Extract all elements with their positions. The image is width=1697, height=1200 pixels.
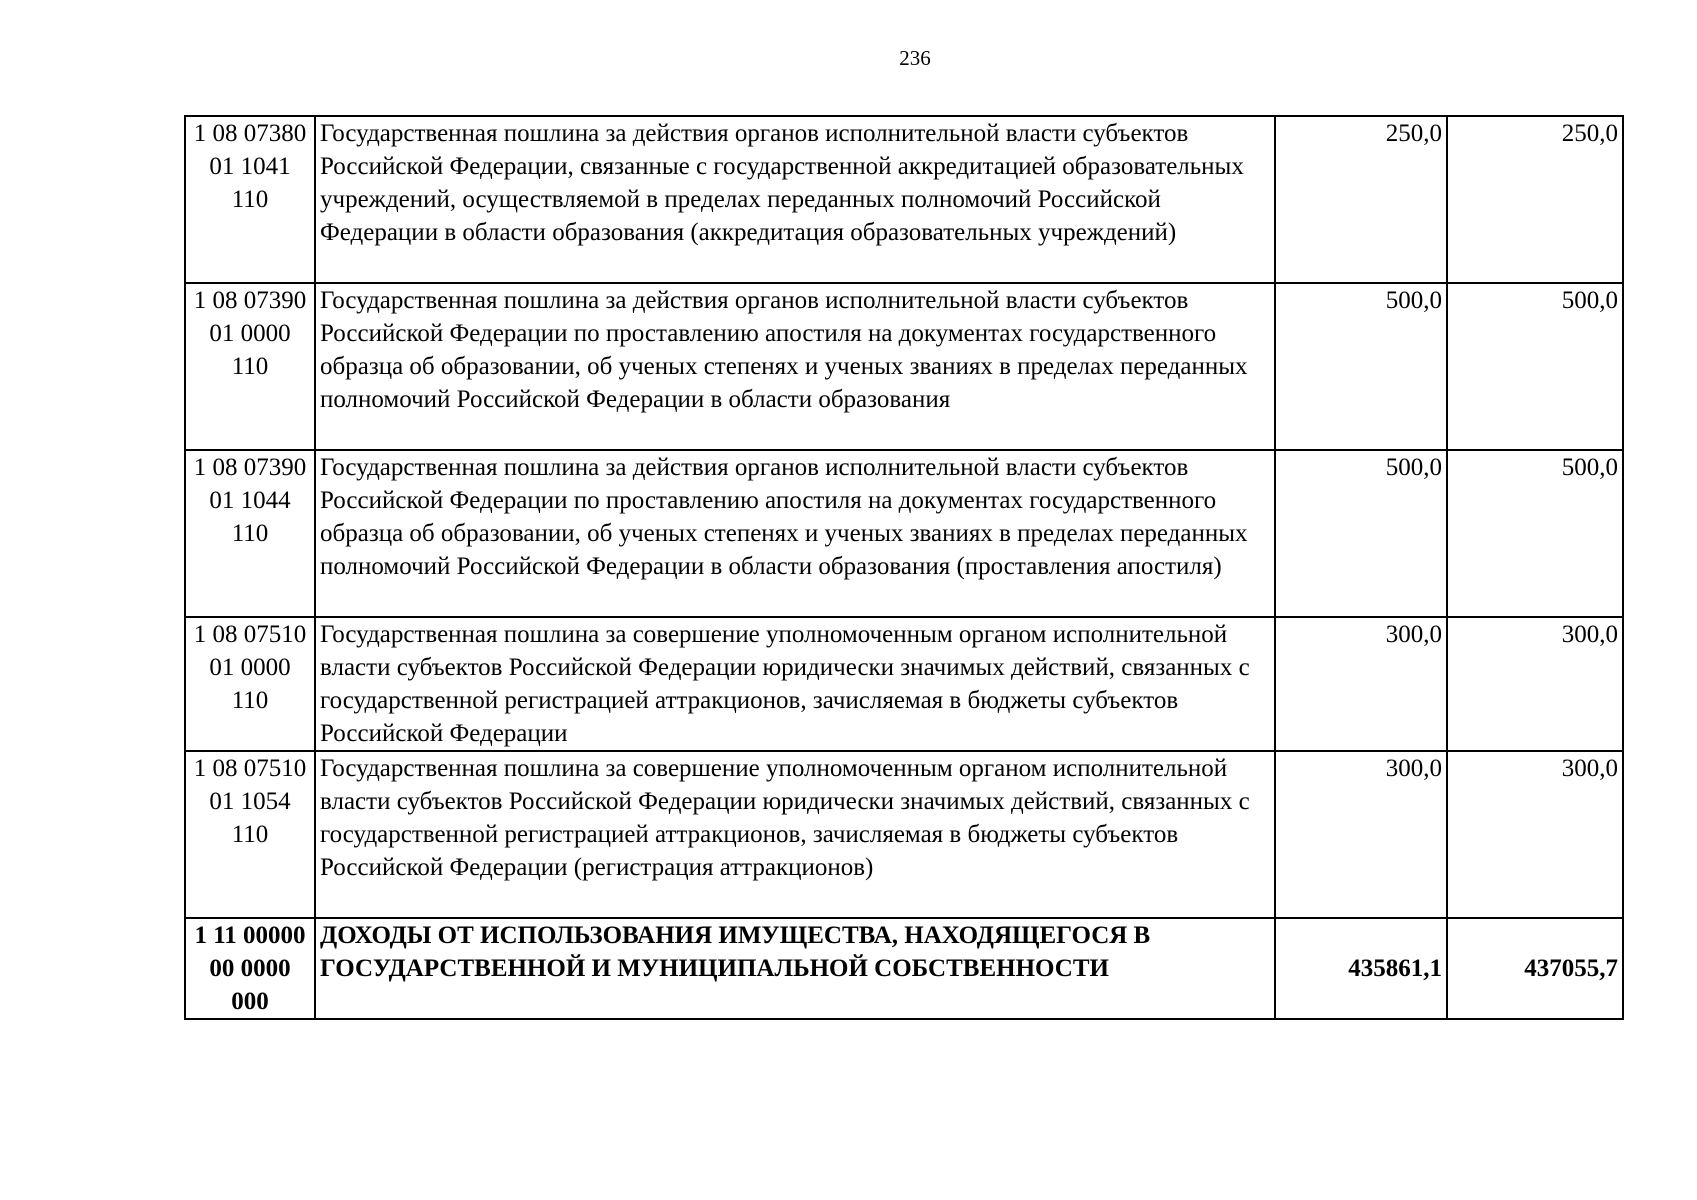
table-row-total [185, 918, 1623, 1019]
value-cell-2: 300,0 [1447, 617, 1623, 751]
table-row [185, 283, 1623, 450]
revenue-name-cell: Государственная пошлина за действия органов исполнительной власти субъектов Российской Федерации по проставлению апостиля на документах государственного образца об образовании, об ученых степенях и ученых званиях в пределах переданных полномочий Российской Федерации в области образования (проставления апостиля) [315, 450, 1275, 617]
budget-code-part: 1 08 07380 [193, 120, 307, 147]
budget-code-part: 1 08 07510 [193, 621, 307, 648]
revenue-name-cell: Государственная пошлина за совершение уполномоченным органом исполнительной власти субъектов Российской Федерации юридически значимых действий, связанных с государственной регистрацией аттракционов, зачисляемая в бюджеты субъектов Российской Федерации [315, 617, 1275, 751]
table-row [185, 617, 1623, 751]
budget-code-part: 110 [231, 353, 269, 380]
budget-code-part: 110 [231, 186, 269, 213]
table-row [185, 751, 1623, 918]
budget-code-cell [185, 918, 315, 1019]
budget-code-part: 01 1054 [209, 788, 291, 815]
budget-code-part: 01 0000 [209, 654, 291, 681]
budget-code-part: 1 08 07390 [193, 287, 307, 314]
budget-code-cell [185, 617, 315, 751]
value-cell-2: 500,0 [1447, 283, 1623, 450]
budget-code-part: 00 0000 [209, 955, 291, 982]
budget-code-cell [185, 116, 315, 283]
budget-code-part: 1 08 07390 [193, 454, 307, 481]
budget-revenue-table [184, 115, 1624, 1020]
page-number: 236 [899, 46, 931, 70]
value-cell-1: 300,0 [1275, 751, 1447, 918]
table-row [185, 450, 1623, 617]
value-cell-1: 300,0 [1275, 617, 1447, 751]
budget-code-part: 110 [231, 687, 269, 714]
value-cell-2: 500,0 [1447, 450, 1623, 617]
revenue-name-cell: Государственная пошлина за действия органов исполнительной власти субъектов Российской Федерации по проставлению апостиля на документах государственного образца об образовании, об ученых степенях и ученых званиях в пределах переданных полномочий Российской Федерации в области образования [315, 283, 1275, 450]
value-cell-1: 500,0 [1275, 283, 1447, 450]
budget-code-part: 1 08 07510 [193, 755, 307, 782]
budget-code-cell [185, 751, 315, 918]
revenue-name-cell: Государственная пошлина за совершение уполномоченным органом исполнительной власти субъектов Российской Федерации юридически значимых действий, связанных с государственной регистрацией аттракционов, зачисляемая в бюджеты субъектов Российской Федерации (регистрация аттракционов) [315, 751, 1275, 918]
budget-code-cell [185, 283, 315, 450]
value-cell-1: 435861,1 [1275, 918, 1447, 1019]
value-cell-2: 250,0 [1447, 116, 1623, 283]
budget-code-part: 110 [231, 821, 269, 848]
budget-code-part: 110 [231, 520, 269, 547]
budget-code-part: 01 0000 [209, 320, 291, 347]
budget-code-part: 01 1041 [209, 153, 291, 180]
budget-code-part: 1 11 00000 [194, 922, 306, 949]
value-cell-2: 437055,7 [1447, 918, 1623, 1019]
table-row [185, 116, 1623, 283]
budget-code-part: 000 [231, 988, 269, 1015]
budget-code-cell [185, 450, 315, 617]
revenue-name-cell: ДОХОДЫ ОТ ИСПОЛЬЗОВАНИЯ ИМУЩЕСТВА, НАХОДЯЩЕГОСЯ В ГОСУДАРСТВЕННОЙ И МУНИЦИПАЛЬНОЙ СОБСТВЕННОСТИ [315, 918, 1275, 1019]
value-cell-1: 250,0 [1275, 116, 1447, 283]
value-cell-1: 500,0 [1275, 450, 1447, 617]
budget-code-part: 01 1044 [209, 487, 291, 514]
value-cell-2: 300,0 [1447, 751, 1623, 918]
revenue-name-cell: Государственная пошлина за действия органов исполнительной власти субъектов Российской Федерации, связанные с государственной аккредитацией образовательных учреждений, осуществляемой в пределах переданных полномочий Российской Федерации в области образования (аккредитация образовательных учреждений) [315, 116, 1275, 283]
